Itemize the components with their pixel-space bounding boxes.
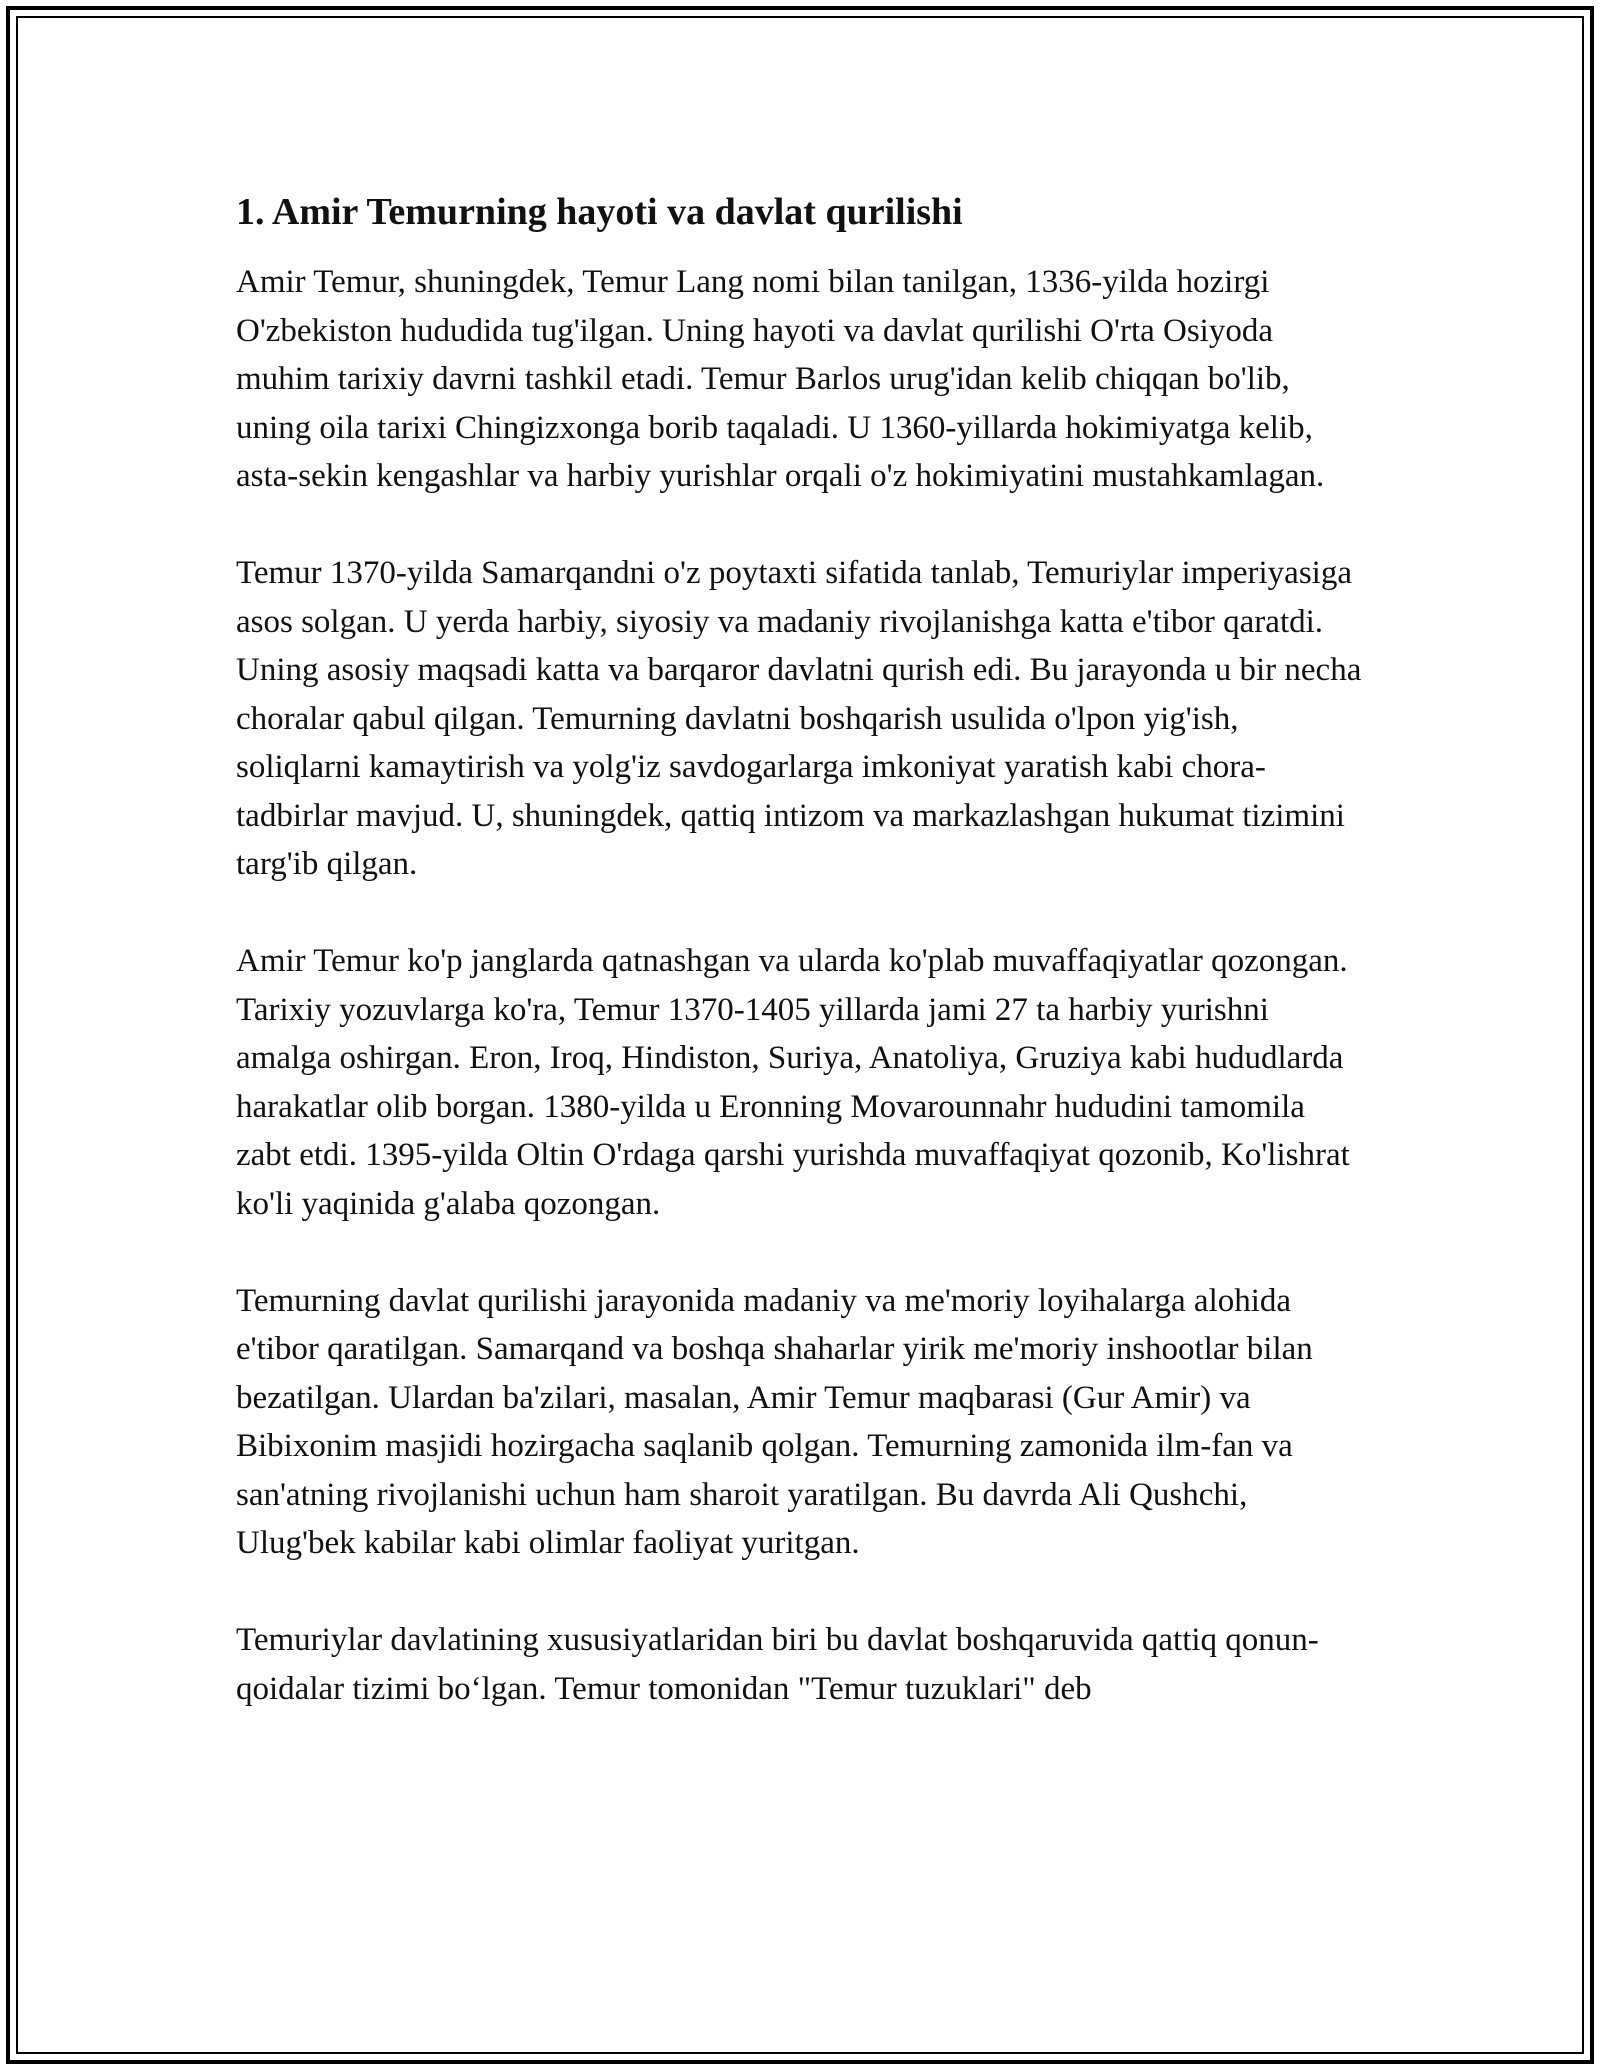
paragraph-5: Temuriylar davlatining xususiyatlaridan biri bu davlat boshqaruvida qattiq qonun-qoidalar tizimi bo‘lgan. Temur tomonidan "Temur tuzuklari" deb xyxy=(236,1622,1319,1707)
paragraph-3: Amir Temur ko'p janglarda qatnashgan va ularda ko'plab muvaffaqiyatlar qozongan. Tarixiy yozuvlarga ko'ra, Temur 1370-1405 yillarda jami 27 ta harbiy yurishni amalga oshirgan. Eron, Iroq, Hindiston, Suriya, Anatoliya, Gruziya kabi hududlarda harakatlar olib borgan. 1380-yilda u Eronning Movarounnahr hududini tamomila zabt etdi. 1395-yilda Oltin O'rdaga qarshi yurishda muvaffaqiyat qozonib, Ko'lishrat ko'li yaqinida g'alaba qozongan. xyxy=(236,943,1350,1222)
paragraph-1: Amir Temur, shuningdek, Temur Lang nomi bilan tanilgan, 1336-yilda hozirgi O'zbekiston hududida tug'ilgan. Uning hayoti va davlat qurilishi O'rta Osiyoda muhim tarixiy davrni tashkil etadi. Temur Barlos urug'idan kelib chiqqan bo'lib, uning oila tarixi Chingizxonga borib taqaladi. U 1360-yillarda hokimiyatga kelib, asta-sekin kengashlar va harbiy yurishlar orqali o'z hokimiyatini mustahkamlagan. xyxy=(236,264,1325,494)
document-title: 1. Amir Temurning hayoti va davlat qurilishi xyxy=(236,191,963,233)
paragraph-4: Temurning davlat qurilishi jarayonida madaniy va me'moriy loyihalarga alohida e'tibor qaratilgan. Samarqand va boshqa shaharlar yirik me'moriy inshootlar bilan bezatilgan. Ulardan ba'zilari, masalan, Amir Temur maqbarasi (Gur Amir) va Bibixonim masjidi hozirgacha saqlanib qolgan. Temurning zamonida ilm-fan va san'atning rivojlanishi uchun ham sharoit yaratilgan. Bu davrda Ali Qushchi, Ulug'bek kabilar kabi olimlar faoliyat yuritgan. xyxy=(236,1282,1313,1561)
paragraph-2: Temur 1370-yilda Samarqandni o'z poytaxti sifatida tanlab, Temuriylar imperiyasiga asos solgan. U yerda harbiy, siyosiy va madaniy rivojlanishga katta e'tibor qaratdi. Uning asosiy maqsadi katta va barqaror davlatni qurish edi. Bu jarayonda u bir necha choralar qabul qilgan. Temurning davlatni boshqarish usulida o'lpon yig'ish, soliqlarni kamaytirish va yolg'iz savdogarlarga imkoniyat yaratish kabi chora-tadbirlar mavjud. U, shuningdek, qattiq intizom va markazlashgan hukumat tizimini targ'ib qilgan. xyxy=(236,555,1362,882)
document-body xyxy=(236,186,1366,1762)
